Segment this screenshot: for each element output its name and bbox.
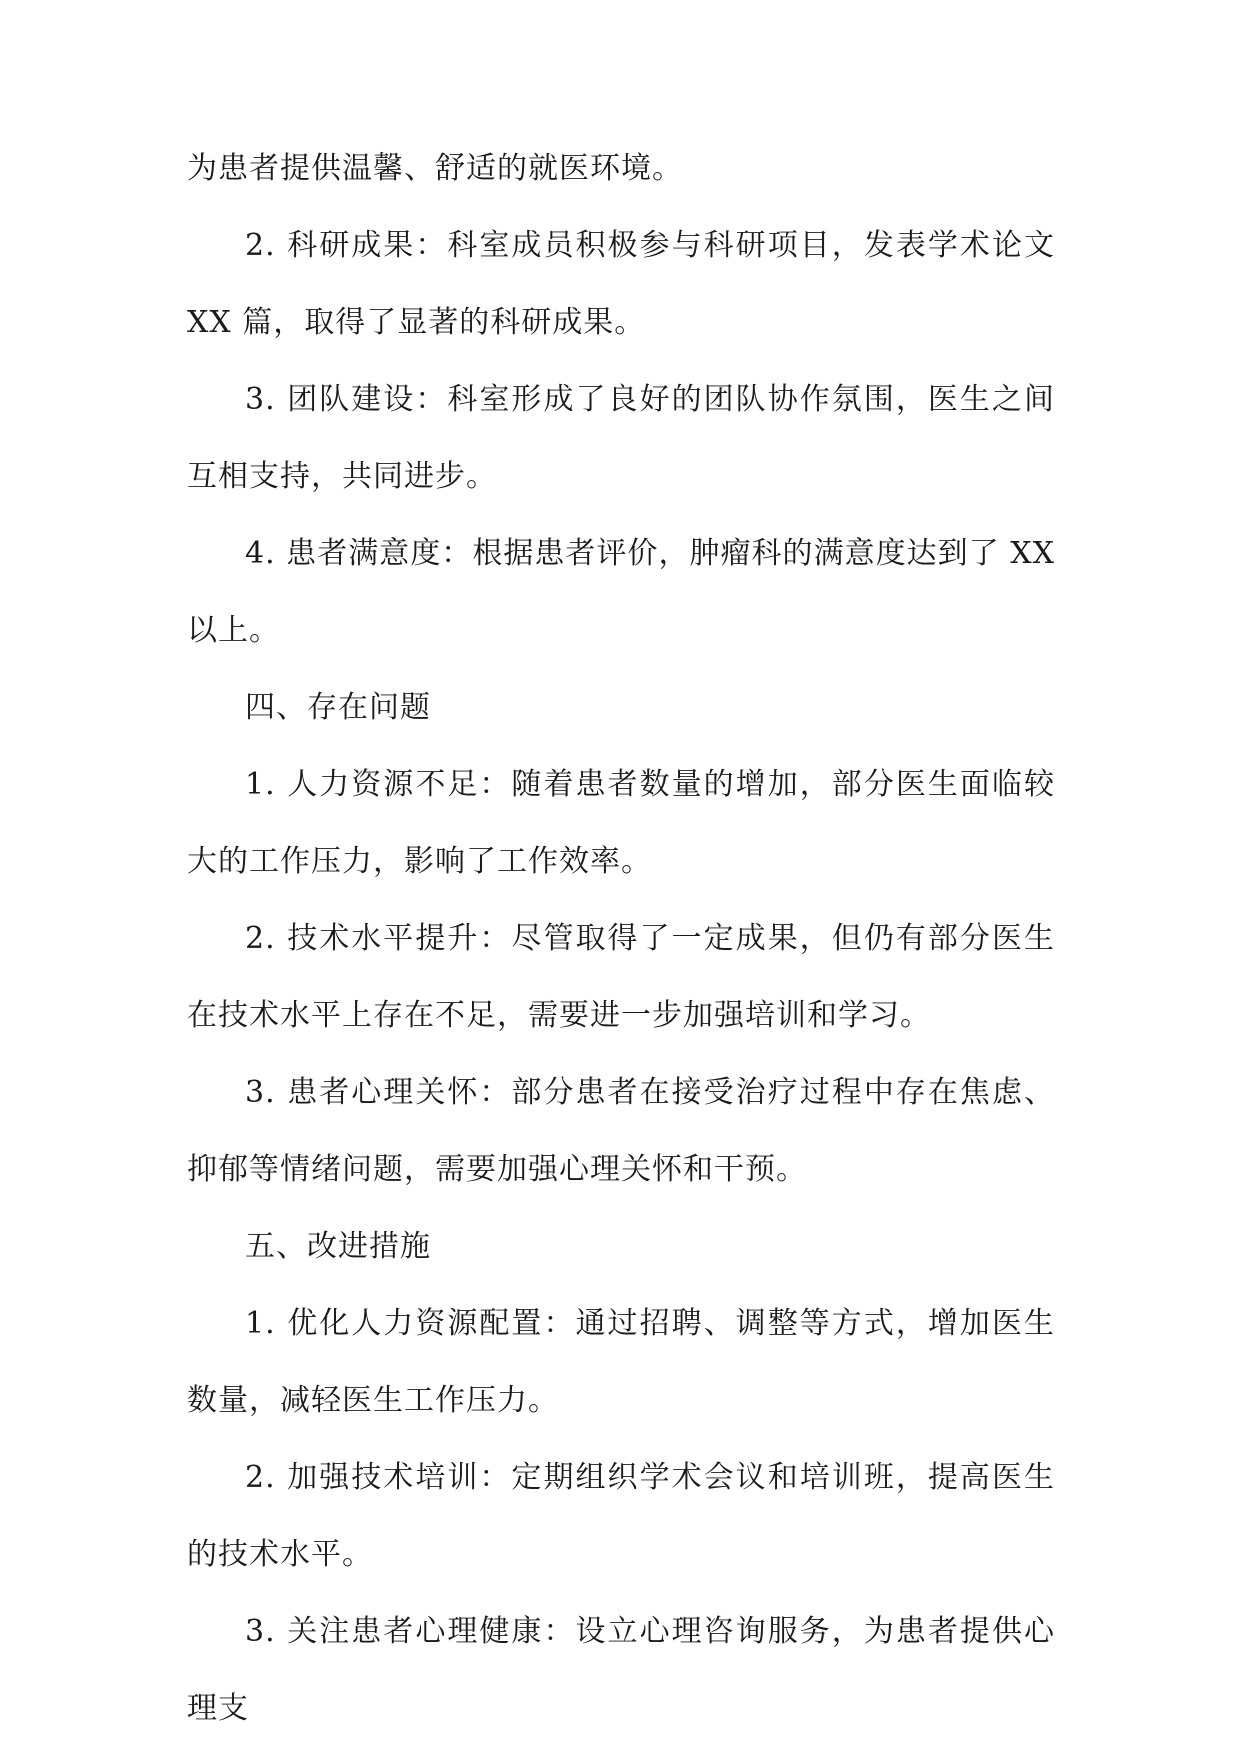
paragraph-optimize-staffing: 1. 优化人力资源配置：通过招聘、调整等方式，增加医生数量，减轻医生工作压力。 [187,1306,1055,1418]
document-body [187,130,1055,1747]
paragraph-mental-health: 3. 关注患者心理健康：设立心理咨询服务，为患者提供心理支 [187,1614,1055,1726]
paragraph-continuation: 为患者提供温馨、舒适的就医环境。 [187,151,683,186]
paragraph-patient-satisfaction: 4. 患者满意度：根据患者评价，肿瘤科的满意度达到了 XX 以上。 [187,536,1055,648]
paragraph-skill-improvement: 2. 技术水平提升：尽管取得了一定成果，但仍有部分医生在技术水平上存在不足，需要进一步加强培训和学习。 [187,921,1055,1033]
section-heading-improvements: 五、改进措施 [245,1229,431,1264]
paragraph-psychological-care: 3. 患者心理关怀：部分患者在接受治疗过程中存在焦虑、抑郁等情绪问题，需要加强心理关怀和干预。 [187,1075,1055,1187]
paragraph-research-results: 2. 科研成果：科室成员积极参与科研项目，发表学术论文 XX 篇，取得了显著的科研成果。 [187,228,1055,340]
paragraph-technical-training: 2. 加强技术培训：定期组织学术会议和培训班，提高医生的技术水平。 [187,1460,1055,1572]
paragraph-staff-shortage: 1. 人力资源不足：随着患者数量的增加，部分医生面临较大的工作压力，影响了工作效率。 [187,767,1055,879]
section-heading-problems: 四、存在问题 [245,690,431,725]
paragraph-team-building: 3. 团队建设：科室形成了良好的团队协作氛围，医生之间互相支持，共同进步。 [187,382,1055,494]
